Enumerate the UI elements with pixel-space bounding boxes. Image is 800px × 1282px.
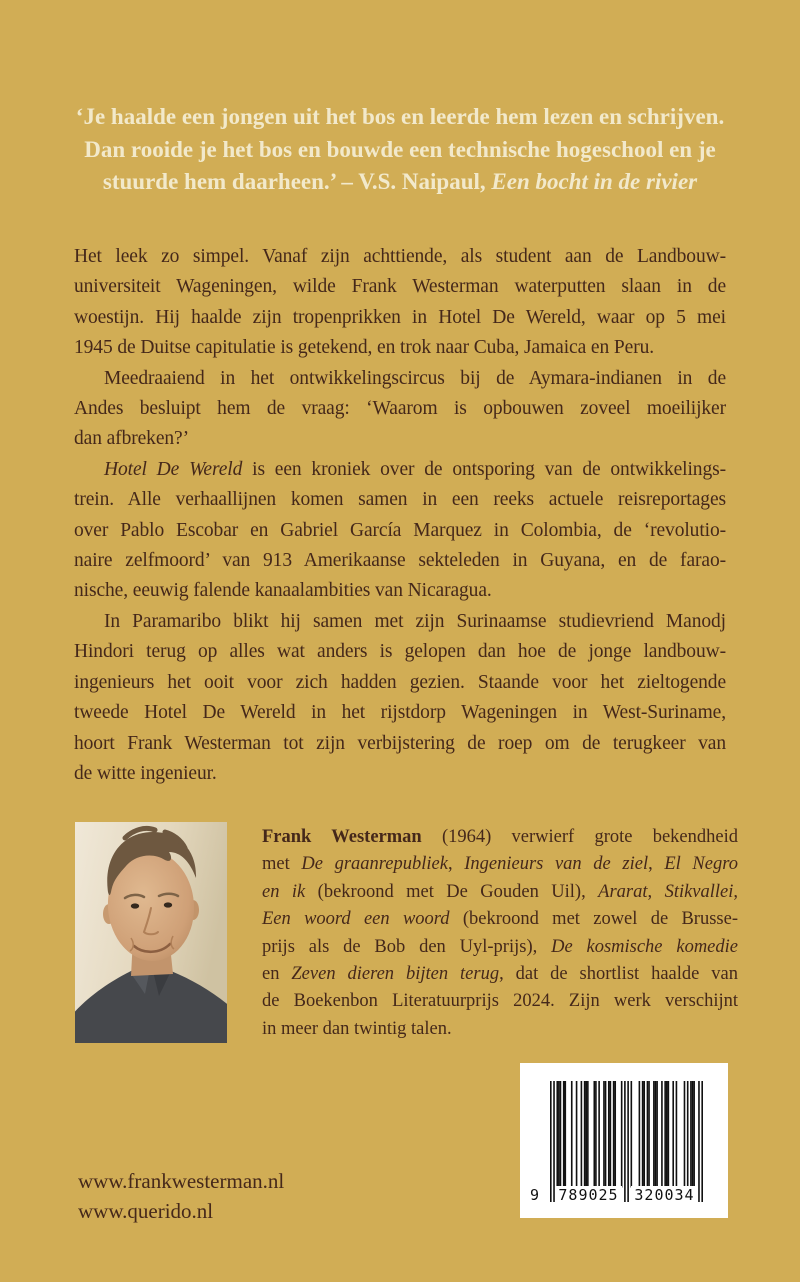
author-portrait-illustration [75, 822, 227, 1043]
text-line: ‘Je haalde een jongen uit het bos en leerde hem lezen en schrijven. [75, 104, 725, 129]
paragraph [74, 242, 726, 364]
cover-quote [0, 101, 800, 199]
text-line: Andes besluipt hem de vraag: ‘Waarom is opbouwen zoveel moeilijker [74, 398, 726, 420]
text-line: de Boekenbon Literatuurprijs 2024. Zijn werk verschijnt [262, 991, 738, 1012]
text-line: met De graanrepubliek, Ingenieurs van de ziel, El Negro [262, 854, 738, 875]
text-line: naire zelfmoord’ van 913 Amerikaanse sekteleden in Guyana, en de farao- [74, 550, 726, 572]
text-line: Hindori terug op alles wat anders is gelopen dan hoe de jonge landbouw- [74, 641, 726, 663]
text-line: prijs als de Bob den Uyl-prijs), De kosmische komedie [262, 936, 738, 957]
text-line: Dan rooide je het bos en bouwde een technische hogeschool en je [84, 136, 716, 162]
paragraph [74, 455, 726, 607]
text-line: ingenieurs het ooit voor zich hadden gezien. Staande voor het zieltogende [74, 671, 726, 693]
text-line: hoort Frank Westerman tot zijn verbijstering de roep om de terugkeer van [74, 732, 726, 754]
text-line: In Paramaribo blikt hij samen met zijn Surinaamse studievriend Manodj [104, 610, 726, 632]
text-line: woestijn. Hij haalde zijn tropenprikken in Hotel De Wereld, waar op 5 mei [74, 306, 726, 328]
barcode-digit-first: 9 [530, 1186, 540, 1204]
text-line: Hotel De Wereld is een kroniek over de ontsporing van de ontwikkelings- [104, 458, 726, 480]
text-line: over Pablo Escobar en Gabriel García Marquez in Colombia, de ‘revolutio- [74, 519, 726, 541]
author-photo [75, 822, 227, 1043]
text-line: Meedraaiend in het ontwikkelingscircus bij de Aymara-indianen in de [104, 367, 726, 389]
paragraph [74, 607, 726, 789]
text-line: trein. Alle verhaallijnen komen samen in een reeks actuele reisreportages [74, 489, 726, 511]
barcode-bars [550, 1081, 703, 1202]
text-line: stuurde hem daarheen.’ – V.S. Naipaul, Een bocht in de rivier [102, 169, 698, 194]
barcode [520, 1063, 728, 1218]
text-line: Het leek zo simpel. Vanaf zijn achttiende, als student aan de Landbouw- [74, 246, 726, 267]
text-line: en Zeven dieren bijten terug, dat de shortlist haalde van [262, 964, 738, 985]
text-line: Frank Westerman (1964) verwierf grote bekendheid [262, 827, 738, 847]
websites [78, 1166, 284, 1226]
text-line: 1945 de Duitse capitulatie is getekend, en trok naar Cuba, Jamaica en Peru. [74, 337, 655, 359]
barcode-digits-right: 320034 [631, 1186, 698, 1204]
text-line: en ik (bekroond met De Gouden Uil), Ararat, Stikvallei, [262, 881, 739, 902]
publisher-website: www.querido.nl [78, 1199, 214, 1223]
text-line: universiteit Wageningen, wilde Frank Westerman waterputten slaan in de [74, 276, 726, 298]
text-line: in meer dan twintig talen. [262, 1018, 452, 1039]
text-line: dan afbreken?’ [74, 428, 189, 450]
text-line: Een woord een woord (bekroond met zowel de Brusse- [262, 909, 738, 930]
text-line: tweede Hotel De Wereld in het rijstdorp Wageningen in West-Suriname, [74, 702, 726, 724]
author-bio [262, 824, 738, 1043]
author-website: www.frankwesterman.nl [78, 1169, 285, 1193]
text-line: nische, eeuwig falende kanaalambities van Nicaragua. [74, 580, 492, 602]
barcode-digits-left: 789025 [555, 1186, 622, 1204]
paragraph [74, 364, 726, 455]
synopsis [74, 242, 726, 789]
text-line: de witte ingenieur. [74, 762, 217, 784]
